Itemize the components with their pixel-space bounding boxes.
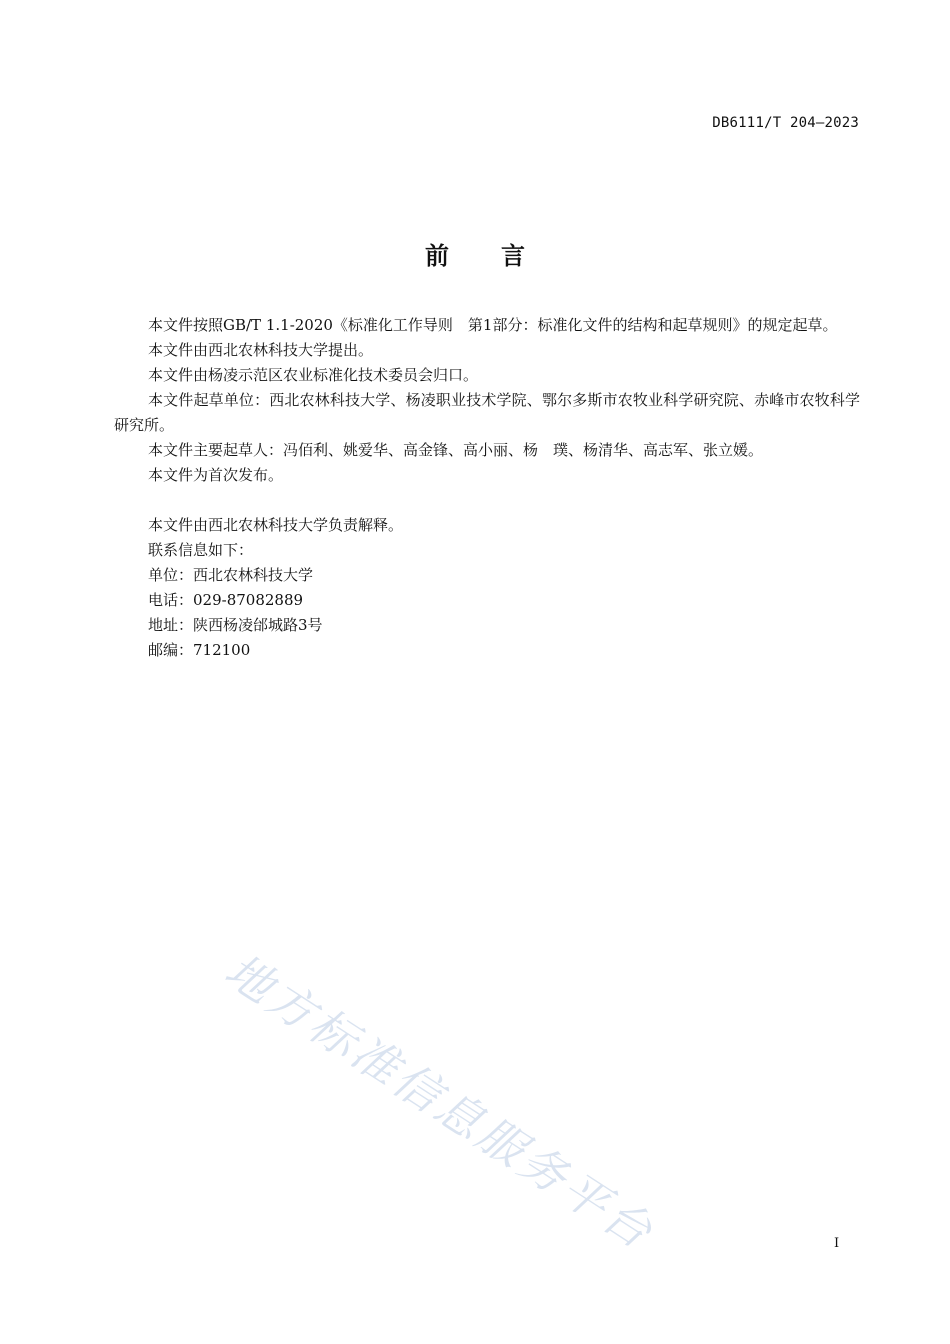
paragraph-interpretation: 本文件由西北农林科技大学负责解释。: [148, 516, 404, 534]
paragraph-drafting-units: 本文件起草单位：西北农林科技大学、杨凌职业技术学院、鄂尔多斯市农牧业科学研究院、赤峰市农牧科学研究所。: [114, 391, 860, 434]
contact-postcode: 邮编：712100: [148, 641, 251, 659]
paragraph-proposer: 本文件由西北农林科技大学提出。: [148, 341, 374, 359]
document-code: DB6111/T 204—2023: [712, 115, 859, 131]
page-number: I: [834, 1236, 840, 1251]
title-char-1: 前: [425, 242, 449, 270]
contact-phone: 电话：029-87082889: [148, 591, 304, 609]
title-char-2: 言: [501, 242, 525, 270]
paragraph-first-release: 本文件为首次发布。: [148, 466, 284, 484]
watermark: 地方标准信息服务平台: [215, 942, 665, 1261]
paragraph-drafters: 本文件主要起草人：冯佰利、姚爱华、高金锋、高小丽、杨 璞、杨清华、高志军、张立媛。: [148, 441, 764, 459]
contact-unit: 单位：西北农林科技大学: [148, 566, 314, 584]
paragraph-spacer: [114, 488, 860, 513]
contact-heading: 联系信息如下：: [148, 541, 254, 559]
paragraph-centralized-by: 本文件由杨凌示范区农业标准化技术委员会归口。: [148, 366, 479, 384]
paragraph-drafting-basis: 本文件按照GB/T 1.1-2020《标准化工作导则 第1部分：标准化文件的结构和起草规则》的规定起草。: [148, 316, 838, 334]
page-title: [0, 236, 950, 271]
foreword-body: [114, 313, 860, 663]
contact-address: 地址：陕西杨凌邰城路3号: [148, 616, 323, 634]
